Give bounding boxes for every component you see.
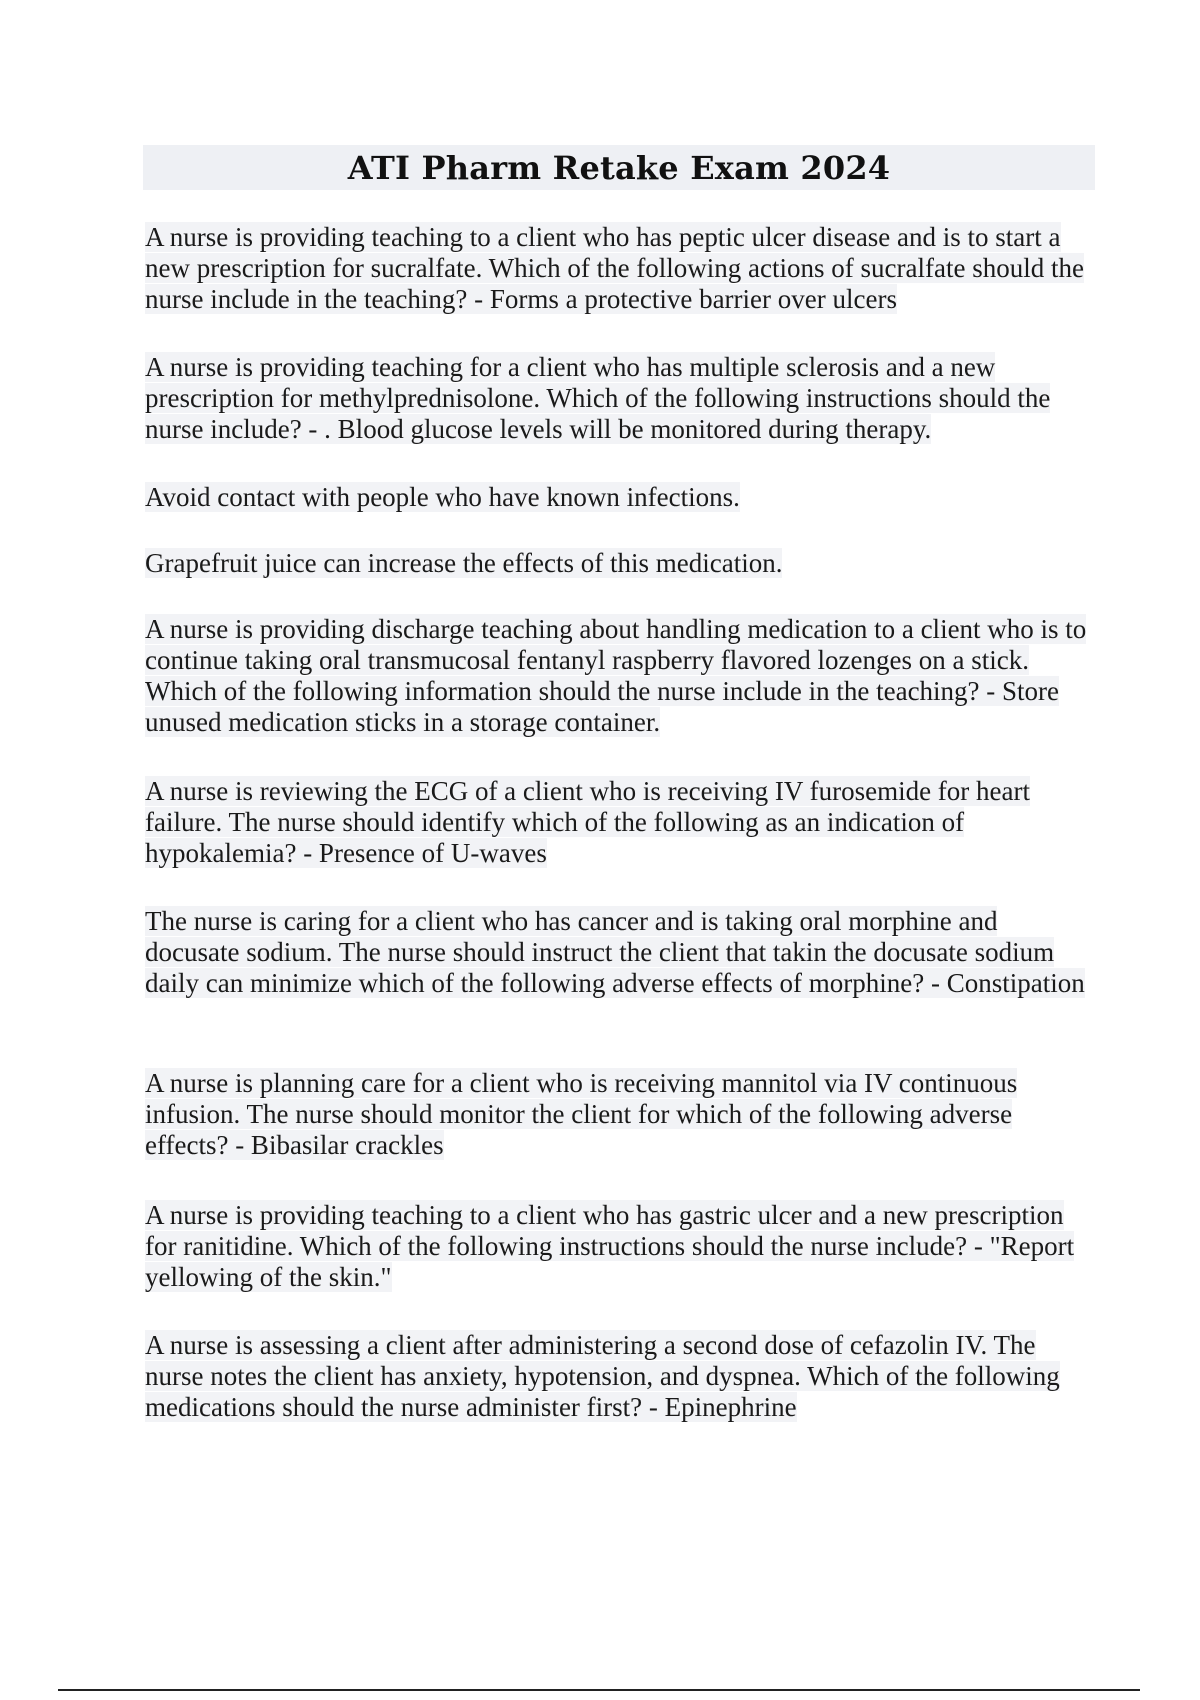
question-text: A nurse is assessing a client after administering a second dose of cefazolin IV. The nurse notes the client has anxiety, hypotension, and dyspnea. Which of the following medications should the nurse administer first? - Epinephrine <box>145 1330 1060 1422</box>
answer-text: Avoid contact with people who have known infections. <box>145 482 740 512</box>
question-text: A nurse is reviewing the ECG of a client who is receiving IV furosemide for heart failure. The nurse should identify which of the following as an indication of hypokalemia? - Presence of U-waves <box>145 776 1031 868</box>
question-item <box>145 776 1095 869</box>
answer-option <box>145 482 1095 513</box>
question-text: A nurse is planning care for a client who is receiving mannitol via IV continuous infusion. The nurse should monitor the client for which of the following adverse effects? - Bibasilar crackles <box>145 1068 1018 1160</box>
question-item <box>145 1330 1095 1423</box>
question-item <box>145 614 1095 738</box>
question-text: A nurse is providing discharge teaching about handling medication to a client who is to continue taking oral transmucosal fentanyl raspberry flavored lozenges on a stick. Which of the following information should the nurse include in the teaching? - Store unused medication sticks in a storage container. <box>145 614 1087 737</box>
question-item <box>145 906 1095 999</box>
footer-rule <box>58 1689 1140 1691</box>
title-bar <box>143 145 1095 190</box>
answer-option <box>145 548 1095 579</box>
question-item <box>145 1200 1095 1293</box>
question-text: A nurse is providing teaching to a client who has peptic ulcer disease and is to start a new prescription for sucralfate. Which of the following actions of sucralfate should the nurse include in the teaching? - Forms a protective barrier over ulcers <box>145 222 1084 314</box>
question-text: The nurse is caring for a client who has cancer and is taking oral morphine and docusate sodium. The nurse should instruct the client that takin the docusate sodium daily can minimize which of the following adverse effects of morphine? - Constipation <box>145 906 1085 998</box>
question-item <box>145 222 1095 315</box>
question-text: A nurse is providing teaching for a client who has multiple sclerosis and a new prescription for methylprednisolone. Which of the following instructions should the nurse include? - . Blood glucose levels will be monitored during therapy. <box>145 352 1051 444</box>
question-item <box>145 352 1095 445</box>
answer-text: Grapefruit juice can increase the effects of this medication. <box>145 548 783 578</box>
document-title: ATI Pharm Retake Exam 2024 <box>347 148 891 187</box>
question-text: A nurse is providing teaching to a client who has gastric ulcer and a new prescription for ranitidine. Which of the following instructions should the nurse include? - "Report yellowing of the skin." <box>145 1200 1075 1292</box>
question-item <box>145 1068 1095 1161</box>
